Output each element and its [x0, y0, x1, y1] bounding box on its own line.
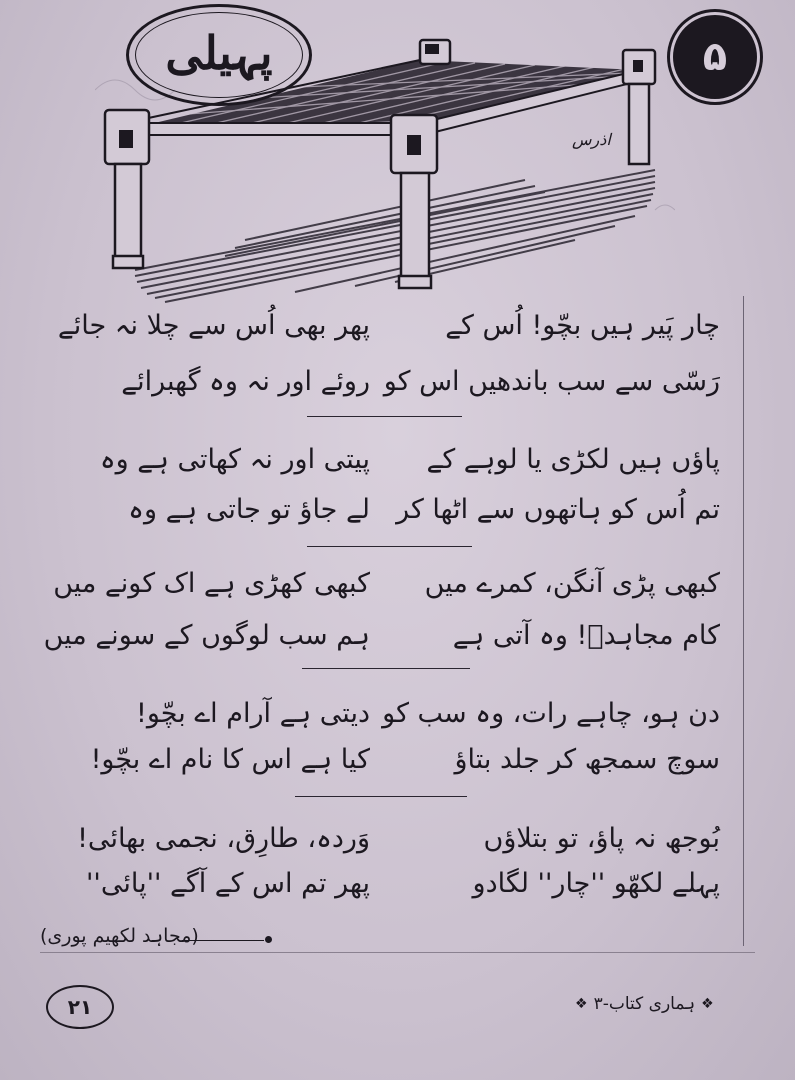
verse-line: پاؤں ہیں لکڑی یا لوہے کے [426, 444, 720, 475]
verse-line: کبھی پڑی آنگن، کمرے میں [424, 568, 720, 599]
verse-line: وَردہ، طارِق، نجمی بھائی! [77, 823, 370, 854]
bottom-rule [40, 952, 755, 953]
stanza-separator [295, 796, 467, 797]
verse-line: پہلے لکھّو ''چار'' لگادو [472, 868, 720, 899]
book-title: ہماری کتاب-۳ [593, 994, 696, 1014]
verse-line: پیتی اور نہ کھاتی ہے وہ [99, 444, 370, 475]
verse-line: پھر تم اس کے آگے ''پائی'' [85, 868, 370, 899]
page-number: ۲۱ [67, 995, 93, 1019]
verse-line: کام مجاہدؔ! وہ آتی ہے [452, 620, 720, 651]
verse-line: رَسّی سے سب باندھیں اس کو [383, 366, 720, 397]
verse-line: روئے اور نہ وہ گھبرائے [121, 366, 370, 397]
ornament-icon: ❖ [575, 995, 588, 1012]
ornament-icon: ❖ [701, 995, 714, 1012]
verse-line: دیتی ہے آرام اے بچّو! [136, 698, 370, 729]
verse-line: ہم سب لوگوں کے سونے میں [43, 620, 370, 651]
illustration-signature: اذرس [572, 130, 611, 149]
lesson-number: ۵ [702, 34, 728, 80]
stanza-separator [307, 546, 472, 547]
verse-line: کیا ہے اس کا نام اے بچّو! [90, 744, 370, 775]
stanza-separator [302, 668, 470, 669]
verse-line: دن ہو، چاہے رات، وہ سب کو [382, 698, 720, 729]
verse-line: لے جاؤ تو جاتی ہے وہ [128, 494, 370, 525]
verse-line: بُوجھ نہ پاؤ، تو بتلاؤں [483, 823, 720, 854]
stanza-separator [307, 416, 462, 417]
footer-book-title [575, 993, 714, 1014]
verse-line: چار پَیر ہیں بچّو! اُس کے [445, 310, 720, 341]
author-bullet [265, 936, 272, 943]
page-number-oval [46, 985, 114, 1029]
verse-line: کبھی کھڑی ہے اک کونے میں [53, 568, 370, 599]
verse-line: سوچ سمجھ کر جلد بتاؤ [454, 744, 720, 775]
author-credit: (مجاہد لکھیم پوری) [40, 925, 199, 947]
verse-line: پھر بھی اُس سے چلا نہ جائے [57, 310, 370, 341]
verse-line: تم اُس کو ہاتھوں سے اٹھا کر [396, 494, 720, 525]
page-title: پہیلی [165, 26, 273, 80]
